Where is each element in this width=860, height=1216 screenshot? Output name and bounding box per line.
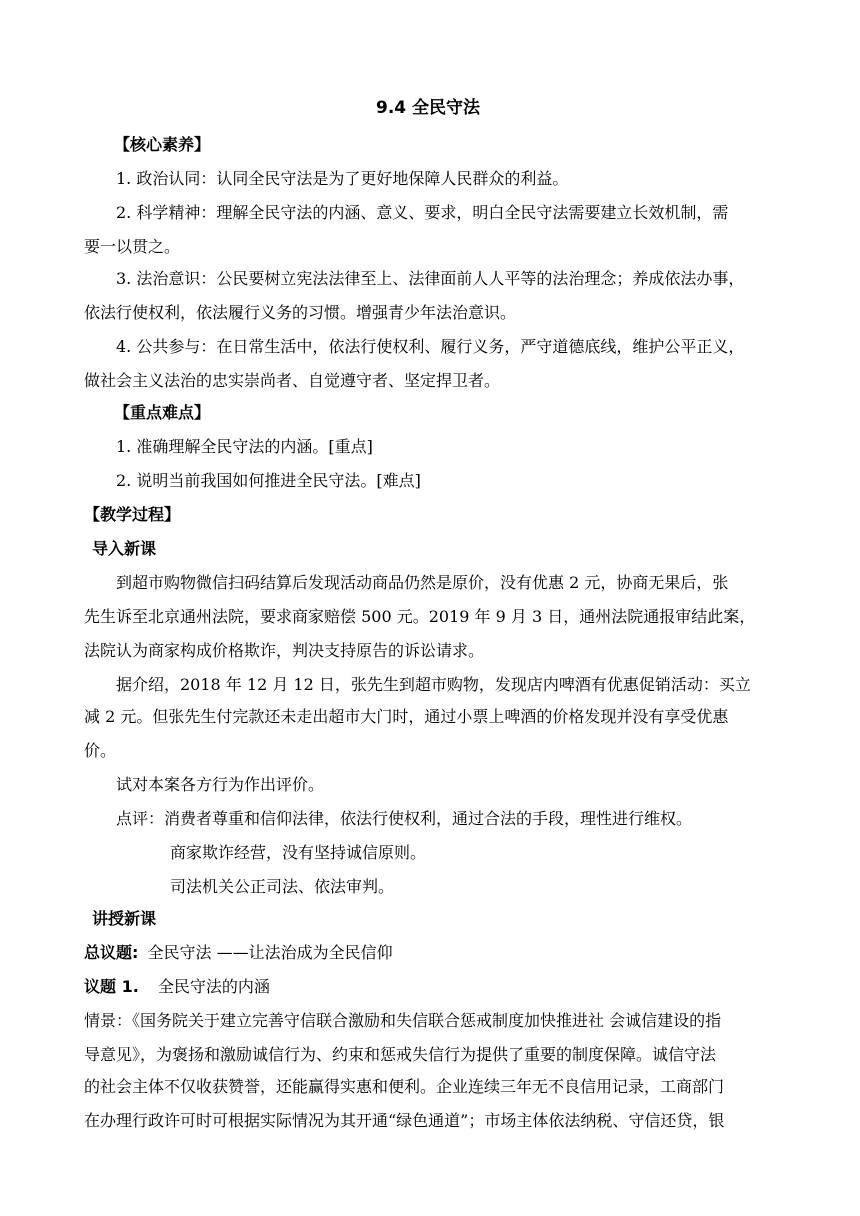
core-literacy-item: 1. 政治认同：认同全民守法是为了更好地保障人民群众的利益。 [116,169,569,188]
core-literacy-item: 依法行使权利，依法履行义务的习惯。增强青少年法治意识。 [84,303,517,322]
key-points-heading: 【重点难点】 [114,403,211,422]
scenario-line: 的社会主体不仅收获赞誉，还能赢得实惠和便利。企业连续三年无不良信用记录，工商部门 [84,1077,725,1096]
core-literacy-item: 做社会主义法治的忠实崇尚者、自觉遵守者、坚定捍卫者。 [84,371,501,390]
page-title: 9.4 全民守法 [376,98,481,118]
intro-line: 法院认为商家构成价格欺诈，判决支持原告的诉讼请求。 [84,641,485,660]
core-literacy-heading: 【核心素养】 [114,135,211,154]
core-literacy-item: 2. 科学精神：理解全民守法的内涵、意义、要求，明白全民守法需要建立长效机制，需 [116,203,729,222]
issue-label: 议题 1. [84,977,139,996]
scenario-line: 情景：《国务院关于建立完善守信联合激励和失信联合惩戒制度加快推进社 会诚信建设的指 [84,1011,722,1030]
intro-line: 先生诉至北京通州法院，要求商家赔偿 500 元。2019 年 9 月 3 日，通州法院通报审结此案， [84,607,756,626]
comment-line: 商家欺诈经营，没有坚持诚信原则。 [170,843,427,862]
core-literacy-item: 3. 法治意识：公民要树立宪法法律至上、法律面前人人平等的法治理念；养成依法办事， [116,269,745,288]
main-topic-text: 全民守法 ——让法治成为全民信仰 [147,943,393,962]
issue-text: 全民守法的内涵 [157,977,270,996]
intro-line: 据介绍，2018 年 12 月 12 日，张先生到超市购物，发现店内啤酒有优惠促销活动：买立 [116,675,751,694]
intro-line: 价。 [84,741,117,760]
comment-line: 点评：消费者尊重和信仰法律，依法行使权利，通过合法的手段，理性进行维权。 [116,809,693,828]
lecture-heading: 讲授新课 [92,909,157,928]
scenario-line: 在办理行政许可时可根据实际情况为其开通“绿色通道”；市场主体依法纳税、守信还贷，银 [84,1111,725,1130]
main-topic [84,942,393,964]
core-literacy-item: 要一以贯之。 [84,237,181,256]
scenario-line: 导意见》，为褒扬和激励诚信行为、约束和惩戒失信行为提供了重要的制度保障。诚信守法 [84,1045,717,1064]
key-point-item: 2. 说明当前我国如何推进全民守法。[难点] [116,471,421,490]
key-point-item: 1. 准确理解全民守法的内涵。[重点] [116,437,373,456]
intro-line: 减 2 元。但张先生付完款还未走出超市大门时，通过小票上啤酒的价格发现并没有享受优惠 [84,707,729,726]
core-literacy-item: 4. 公共参与：在日常生活中，依法行使权利、履行义务，严守道德底线，维护公平正义， [116,337,745,356]
issue-one [84,976,270,998]
intro-line: 到超市购物微信扫码结算后发现活动商品仍然是原价，没有优惠 2 元，协商无果后，张 [116,573,729,592]
process-heading: 【教学过程】 [84,505,181,524]
comment-line: 司法机关公正司法、依法审判。 [170,877,395,896]
intro-line: 试对本案各方行为作出评价。 [116,775,325,794]
main-topic-label: 总议题: [84,943,139,962]
intro-heading: 导入新课 [92,539,157,558]
